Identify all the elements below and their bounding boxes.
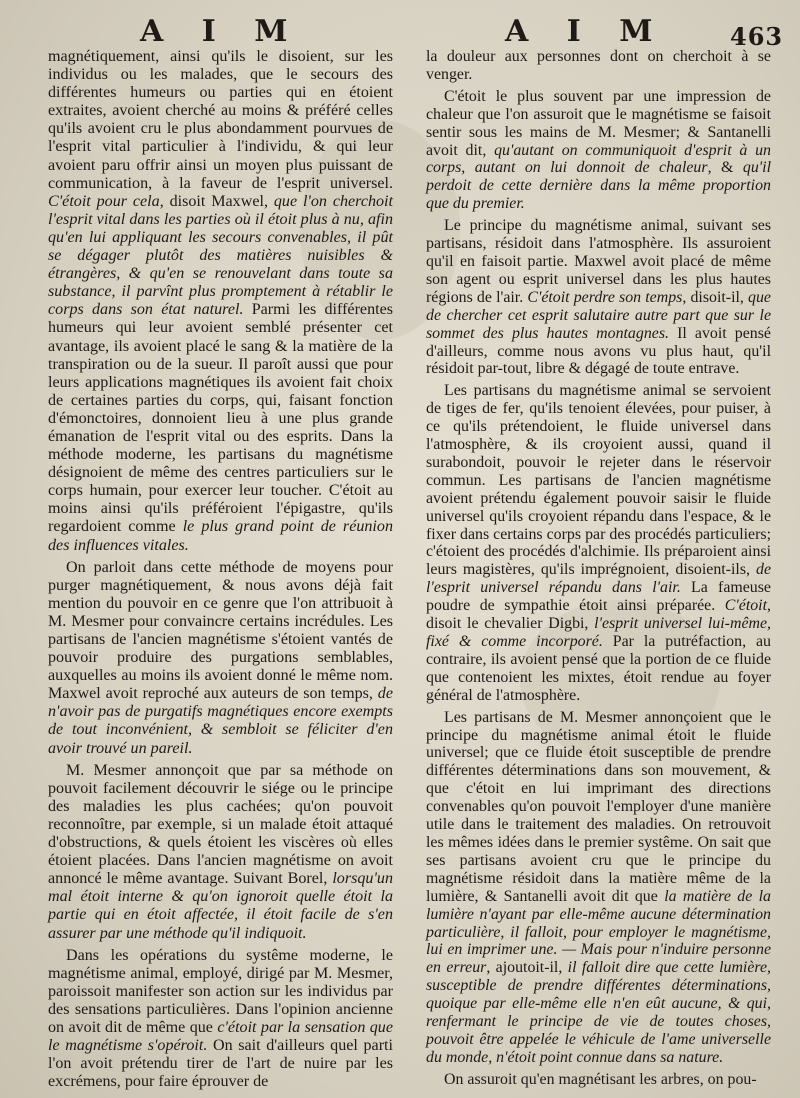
running-header [0, 8, 800, 51]
paragraph: C'étoit le plus souvent par une impression de chaleur que l'on assuroit que le magnétisme se faisoit sentir sous les mains de M. Mesmer; & Santanelli avoit dit, qu'autant on communiquoit d'esprit à un corps, autant on lui donnoit de chaleur, & qu'il perdoit de cette dernière dans la même proportion que du premier. [426, 87, 772, 213]
header-right-title: A I M [505, 14, 667, 49]
paragraph: On parloit dans cette méthode de moyens pour purger magnétiquement, & nous avons déjà fait mention du pouvoir en ce genre que l'on attribuoit à M. Mesmer pour convaincre certains incrédules. Les partisans de l'ancien magnétisme s'étoient vantés de pouvoir produire des purgations semblables, auxquelles au moins ils avoient donné le même nom. Maxwel avoit reproché aux auteurs de son temps, de n'avoir pas de purgatifs magnétiques encore exempts de tout inconvénient, & sembloit se féliciter d'en avoir trouvé un pareil. [48, 558, 393, 757]
left-column [48, 48, 393, 1091]
page-number: 463 [730, 22, 784, 51]
paragraph: Le principe du magnétisme animal, suivant ses partisans, résidoit dans l'atmosphère. Ils assuroient qu'il en faisoit partie. Maxwel avoit placé de même son agent ou esprit universel dans les plus hautes régions de l'air. C'étoit perdre son temps, disoit-il, que de chercher cet esprit salutaire autre part que sur le sommet des plus hautes montagnes. Il avoit pensé d'ailleurs, comme nous avons vu plus haut, qu'il résidoit par-tout, libre & dégagé de toute entrave. [426, 217, 771, 378]
paragraph: la douleur aux personnes dont on cherchoit à se venger. [426, 48, 771, 83]
paragraph: Dans les opérations du systême moderne, le magnétisme animal, employé, dirigé par M. Mesmer, paroissoit manifester son action sur les individus par des sensations particulières. Dans l'opinion ancienne on avoit dit de même que c'étoit par la sensation que le magnétisme s'opéroit. On sait d'ailleurs quel parti l'on avoit prétendu tirer de l'art de nuire par les excrémens, pour faire éprouver de [48, 946, 393, 1091]
paragraph: Les partisans de M. Mesmer annonçoient que le principe du magnétisme animal étoit le fluide universel; que ce fluide étoit susceptible de prendre différentes déterminations dans son mouvement, & que c'étoit en lui imprimant des directions convenables qu'on pouvoit l'employer d'une manière utile dans le traitement des maladies. On retrouvoit les mêmes idées dans le premier systême. On sait que ses partisans avoient cru que le principe du magnétisme résidoit dans la matière même de la lumière, & Santanelli avoit dit que la matière de la lumière n'ayant par elle-même aucune détermination particulière, il falloit, pour employer le magnétisme, lui en imprimer une. — Mais pour n'induire personne en erreur, ajoutoit-il, il falloit dire que cette lumière, susceptible de prendre différentes déterminations, quoique par elle-même elle n'en eût aucune, & qui, renfermant le principe de vie de toutes choses, pouvoit être appelée le véhicule de l'ame universelle du monde, n'étoit point connue dans sa nature. [426, 708, 772, 1066]
paragraph: Les partisans du magnétisme animal se servoient de tiges de fer, qu'ils tenoient élevées, pour puiser, à ce qu'ils prétendoient, le fluide universel dans l'atmosphère, & ils croyoient aussi, quand il surabondoit, pouvoir le rejeter dans le réservoir commun. Les partisans de l'ancien magnétisme avoient prétendu également pouvoir saisir le fluide universel qu'ils croyoient répandu dans l'espace, & le fixer dans certains corps par des procédés particuliers; c'étoient des procédés d'alchimie. Ils préparoient ainsi leurs magistères, qu'ils imprégnoient, disoient-ils, de l'esprit universel répandu dans l'air. La fameuse poudre de sympathie étoit ainsi préparée. C'étoit, disoit le chevalier Digbi, l'esprit universel lui-même, fixé & comme incorporé. Par la putréfaction, au contraire, ils avoient pensé que la portion de ce fluide que contenoient les mixtes, étoit rendue au foyer général de l'atmosphère. [426, 382, 771, 704]
paragraph: magnétiquement, ainsi qu'ils le disoient, sur les individus ou les malades, que le secours des différentes humeurs ou parties qui en étoient extraites, avoient cherché au moins & préféré celles qu'ils avoient cru le plus abondamment pourvues de l'esprit vital particulier à l'individu, & qui leur avoient paru offrir ainsi un moyen plus puissant de communication, à la faveur de l'esprit universel. C'étoit pour cela, disoit Maxwel, que l'on cherchoit l'esprit vital dans les parties où il étoit plus à nu, afin qu'en lui appliquant les secours convenables, il pût se dégager plutôt des matières nuisibles & étrangères, & qu'en se renouvelant dans toute sa substance, il parvînt plus promptement à rétablir le corps dans son état naturel. Parmi les différentes humeurs qui leur avoient semblé présenter cet avantage, ils avoient placé le sang & la matière de la transpiration ou de la sueur. Il paroît aussi que pour leurs applications magnétiques ils avoient fait choix de certaines parties du corps, qui, faisant fonction d'émonctoires, donnoient lieu à une plus grande émanation de l'esprit vital ou des esprits. Dans la méthode moderne, les partisans du magnétisme désignoient de même des centres particuliers sur le corps humain, pour exercer leur toucher. C'étoit au moins ainsi qu'ils préféroient l'épigastre, qu'ils regardoient comme le plus grand point de réunion des influences vitales. [48, 48, 393, 554]
right-column [426, 48, 771, 1089]
paragraph: On assuroit qu'en magnétisant les arbres, on pou- [444, 1070, 757, 1088]
paragraph: M. Mesmer annonçoit que par sa méthode on pouvoit facilement découvrir le siége ou le principe des maladies les plus cachées; qu'on pouvoit reconnoître, par exemple, si un malade étoit attaqué d'obstructions, & quels étoient les viscères où elles étoient placées. Dans l'ancien magnétisme on avoit annoncé le même avantage. Suivant Borel, lorsqu'un mal étoit interne & qu'on ignoroit quelle étoit la partie qui en étoit affectée, il étoit facile de s'en assurer par une méthode qu'il indiquoit. [48, 761, 393, 942]
header-left-title: A I M [140, 14, 302, 49]
